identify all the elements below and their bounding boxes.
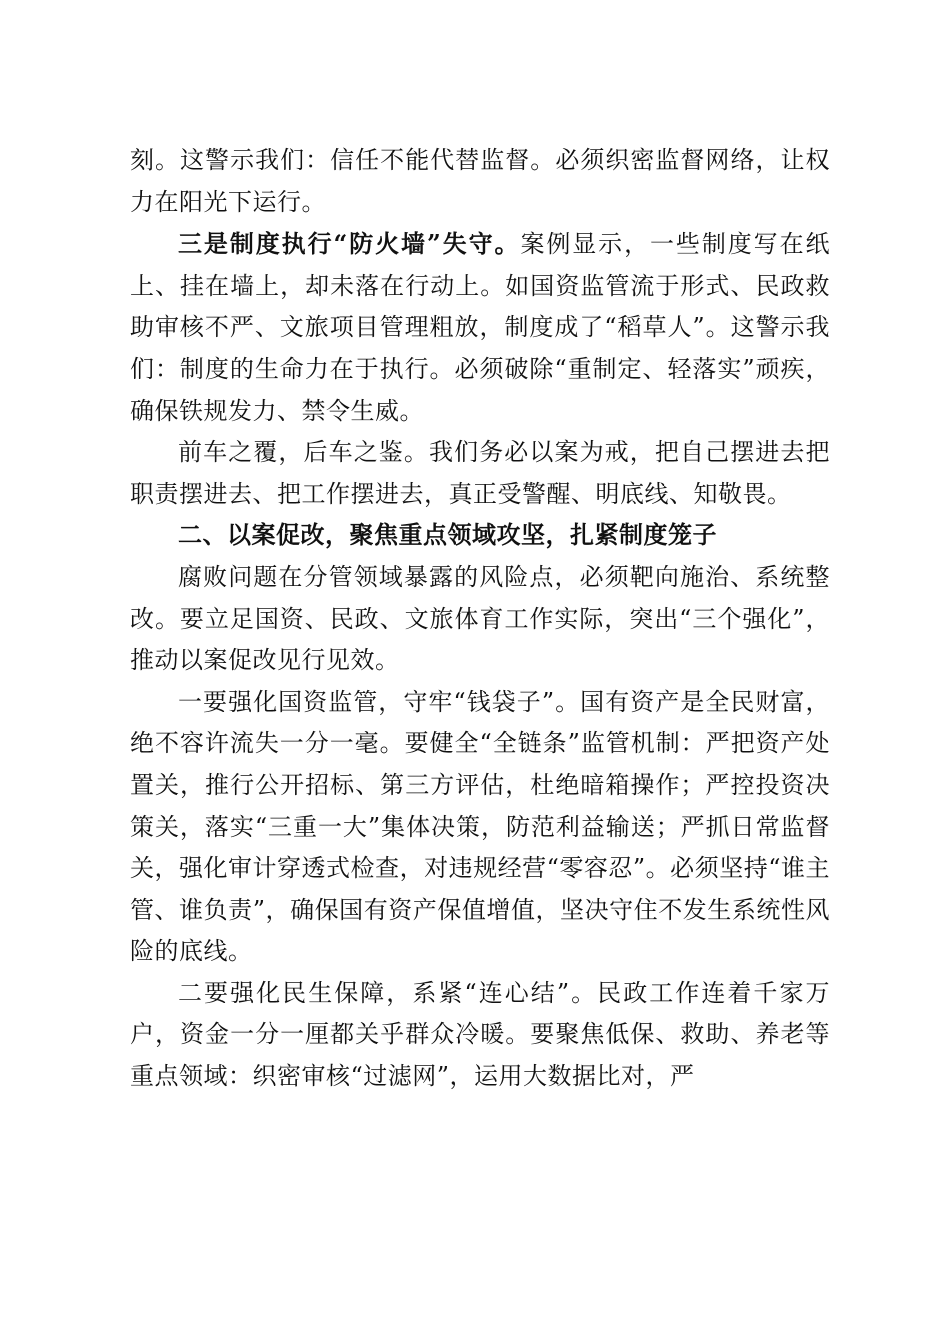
- paragraph-livelihood: 二要强化民生保障，系紧“连心结”。民政工作连着千家万户，资金一分一厘都关乎群众冷暖。要聚焦低保、救助、养老等重点领域：织密审核“过滤网”，运用大数据比对，严: [130, 978, 830, 1091]
- paragraph-system-execution: [130, 223, 830, 432]
- section-heading-2: 二、以案促改，聚焦重点领域攻坚，扎紧制度笼子: [178, 521, 717, 550]
- paragraph-state-assets: 一要强化国资监管，守牢“钱袋子”。国有资产是全民财富，绝不容许流失一分一毫。要健全“全链条”监管机制：严把资产处置关，推行公开招标、第三方评估，杜绝暗箱操作；严控投资决策关，落实“三重一大”集体决策，防范利益输送；严抓日常监督关，强化审计穿透式检查，对违规经营“零容忍”。必须坚持“谁主管、谁负责”，确保国有资产保值增值，坚决守住不发生系统性风险的底线。: [130, 687, 830, 966]
- paragraph-lead: 三是制度执行“防火墙”失守。: [178, 229, 521, 259]
- document-body: [130, 140, 830, 1098]
- paragraph-body: 案例显示，一些制度写在纸上、挂在墙上，却未落在行动上。如国资监管流于形式、民政救助审核不严、文旅项目管理粗放，制度成了“稻草人”。这警示我们：制度的生命力在于执行。必须破除“重制定、轻落实”顽疾，确保铁规发力、禁令生威。: [130, 230, 831, 425]
- paragraph-continuation: 刻。这警示我们：信任不能代替监督。必须织密监督网络，让权力在阳光下运行。: [130, 146, 830, 216]
- paragraph-lesson: 前车之覆，后车之鉴。我们务必以案为戒，把自己摆进去把职责摆进去、把工作摆进去，真正受警醒、明底线、知敬畏。: [130, 438, 830, 508]
- paragraph-section-intro: 腐败问题在分管领域暴露的风险点，必须靶向施治、系统整改。要立足国资、民政、文旅体育工作实际，突出“三个强化”，推动以案促改见行见效。: [130, 562, 830, 675]
